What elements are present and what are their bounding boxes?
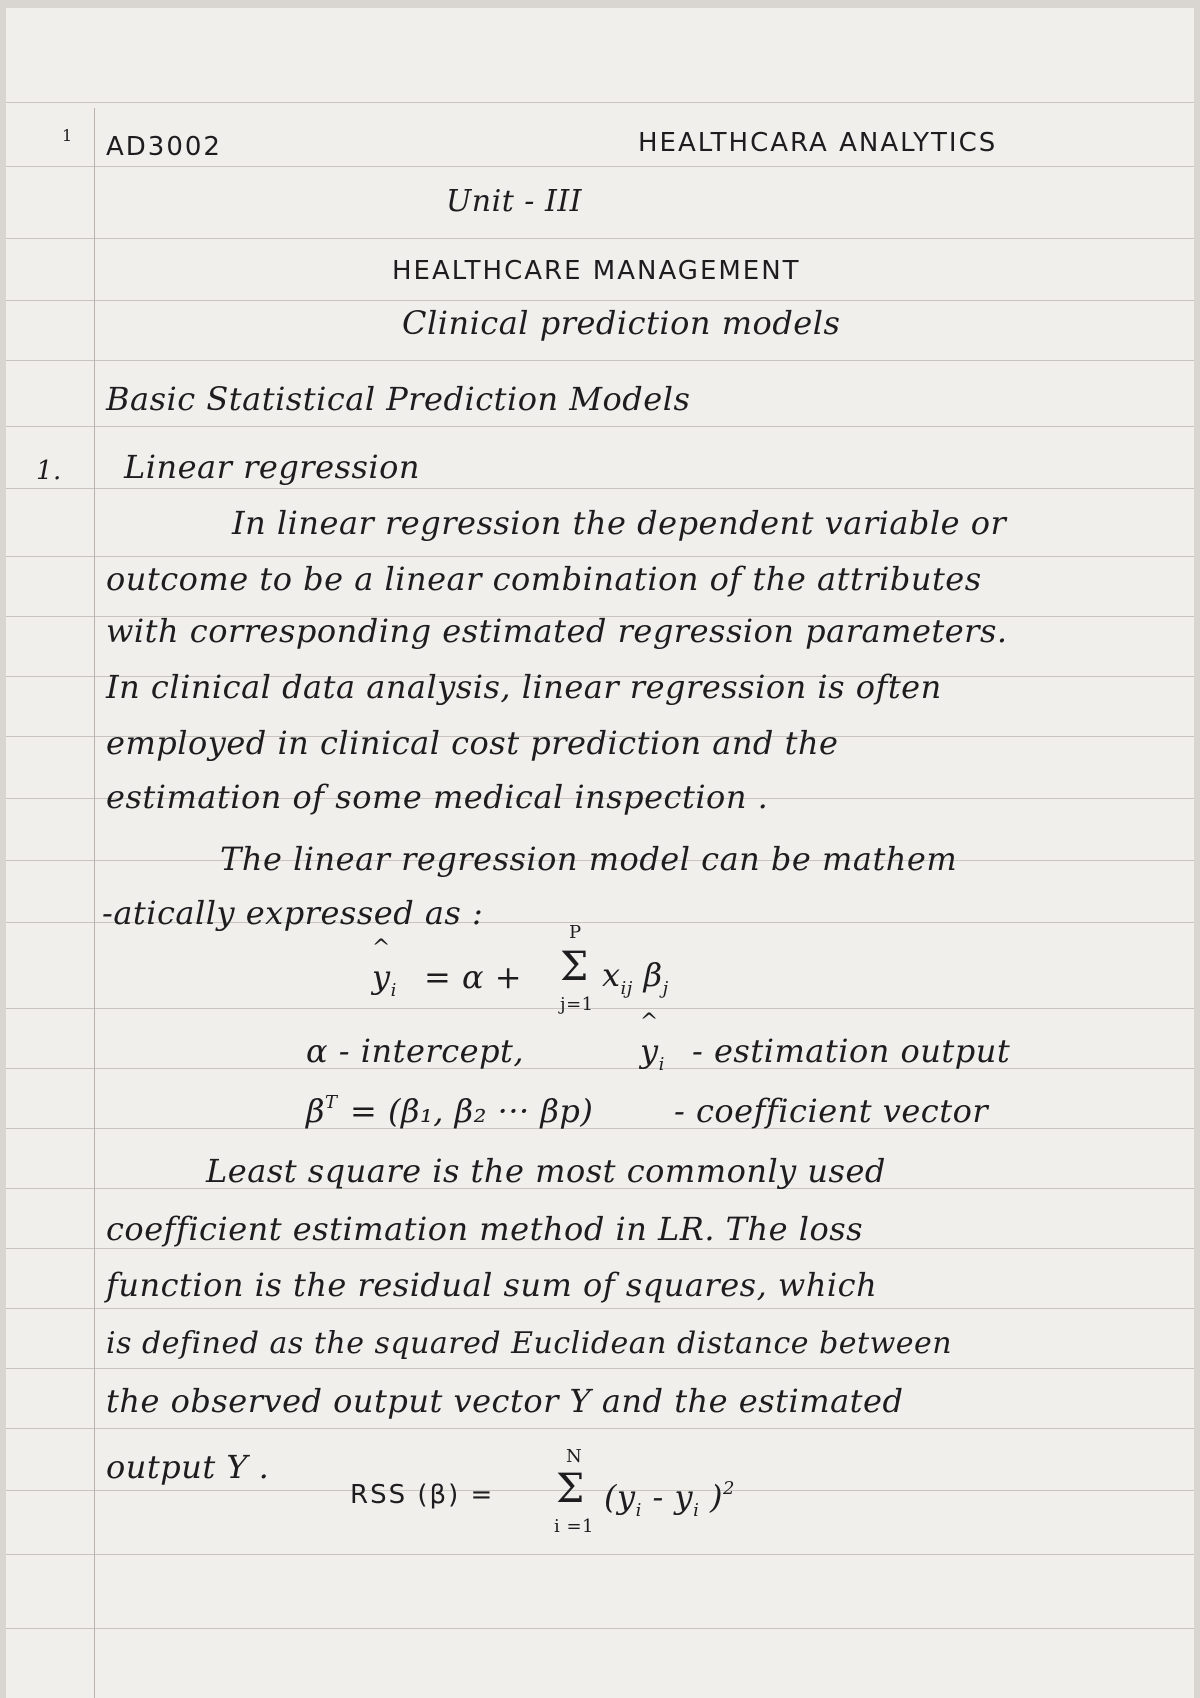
superscript: T bbox=[325, 1092, 338, 1113]
equation-lhs bbox=[372, 958, 397, 1001]
notebook-page bbox=[6, 8, 1194, 1698]
beta-symbol: β bbox=[643, 956, 663, 994]
y-hat-term bbox=[640, 1032, 665, 1075]
beta-definition: - coefficient vector bbox=[674, 1092, 989, 1130]
unit-title: Unit - III bbox=[446, 184, 583, 219]
paragraph-line: output Y . bbox=[106, 1448, 270, 1486]
close-paren: ) bbox=[710, 1478, 723, 1516]
ruled-line bbox=[6, 1068, 1194, 1069]
paragraph-line: function is the residual sum of squares, which bbox=[106, 1266, 878, 1304]
rss-lhs: RSS (β) = bbox=[350, 1480, 495, 1510]
sigma-lower-limit: i =1 bbox=[554, 1516, 595, 1537]
sigma-upper-limit: N bbox=[566, 1446, 583, 1467]
ruled-line bbox=[6, 488, 1194, 489]
paragraph-line: the observed output vector Y and the estimated bbox=[106, 1382, 904, 1420]
beta-vector: = (β₁, β₂ ··· βp) bbox=[350, 1092, 594, 1130]
rss-body bbox=[604, 1478, 735, 1521]
ruled-line bbox=[6, 102, 1194, 103]
ruled-line bbox=[6, 1490, 1194, 1491]
subscript: ij bbox=[620, 978, 633, 999]
ruled-line bbox=[6, 1248, 1194, 1249]
sigma-upper-limit: P bbox=[569, 922, 582, 943]
margin-mark: 1 bbox=[62, 126, 73, 145]
paragraph-line: -atically expressed as : bbox=[102, 894, 484, 932]
paragraph-line: The linear regression model can be mathem bbox=[220, 840, 958, 878]
item-number: 1. bbox=[36, 456, 62, 486]
subscript: i bbox=[390, 980, 397, 1001]
paragraph-line: with corresponding estimated regression parameters. bbox=[106, 612, 1008, 650]
margin-line bbox=[94, 108, 95, 1698]
subtitle: Clinical prediction models bbox=[402, 304, 841, 342]
management-title: HEALTHCARE MANAGEMENT bbox=[392, 256, 801, 286]
ruled-line bbox=[6, 1368, 1194, 1369]
ruled-line bbox=[6, 1428, 1194, 1429]
sigma-symbol: Σ bbox=[560, 944, 589, 990]
ruled-line bbox=[6, 166, 1194, 167]
paragraph-line: estimation of some medical inspection . bbox=[106, 778, 769, 816]
y-hat-symbol: ^ y bbox=[640, 1032, 659, 1070]
subscript: j bbox=[662, 978, 669, 999]
paragraph-line: In clinical data analysis, linear regression is often bbox=[106, 668, 942, 706]
subscript: i bbox=[635, 1500, 642, 1521]
course-code: AD3002 bbox=[106, 132, 222, 162]
paragraph-line: In linear regression the dependent variable or bbox=[232, 504, 1007, 542]
section-heading: Basic Statistical Prediction Models bbox=[106, 380, 691, 418]
paragraph-line: coefficient estimation method in LR. The loss bbox=[106, 1210, 864, 1248]
exponent: 2 bbox=[722, 1478, 735, 1499]
course-title: HEALTHCARA ANALYTICS bbox=[638, 128, 998, 158]
ruled-line bbox=[6, 1554, 1194, 1555]
ruled-line bbox=[6, 1128, 1194, 1129]
paragraph-line: outcome to be a linear combination of the attributes bbox=[106, 560, 982, 598]
equation-rhs-start: = α + bbox=[424, 958, 523, 996]
ruled-line bbox=[6, 238, 1194, 239]
paragraph-line: Least square is the most commonly used bbox=[206, 1152, 886, 1190]
paragraph-line: employed in clinical cost prediction and the bbox=[106, 724, 839, 762]
y-hat-symbol: ^ y bbox=[372, 958, 391, 996]
item-heading: Linear regression bbox=[124, 448, 420, 486]
ruled-line bbox=[6, 1308, 1194, 1309]
ruled-line bbox=[6, 1628, 1194, 1629]
y-term: (y bbox=[604, 1478, 636, 1516]
alpha-definition: α - intercept, bbox=[306, 1032, 525, 1070]
y-hat-definition: - estimation output bbox=[692, 1032, 1011, 1070]
subscript: i bbox=[658, 1054, 665, 1075]
ruled-line bbox=[6, 360, 1194, 361]
subscript: i bbox=[693, 1500, 700, 1521]
minus-y-hat: - y bbox=[652, 1478, 694, 1516]
ruled-line bbox=[6, 556, 1194, 557]
ruled-line bbox=[6, 426, 1194, 427]
x-symbol: x bbox=[602, 956, 621, 994]
equation-term bbox=[602, 956, 669, 999]
ruled-line bbox=[6, 300, 1194, 301]
sigma-lower-limit: j=1 bbox=[560, 994, 594, 1015]
sigma-symbol: Σ bbox=[556, 1466, 585, 1512]
beta-transpose bbox=[306, 1092, 338, 1130]
ruled-line bbox=[6, 1008, 1194, 1009]
beta-symbol: β bbox=[306, 1092, 325, 1130]
paragraph-line: is defined as the squared Euclidean distance between bbox=[106, 1326, 953, 1361]
